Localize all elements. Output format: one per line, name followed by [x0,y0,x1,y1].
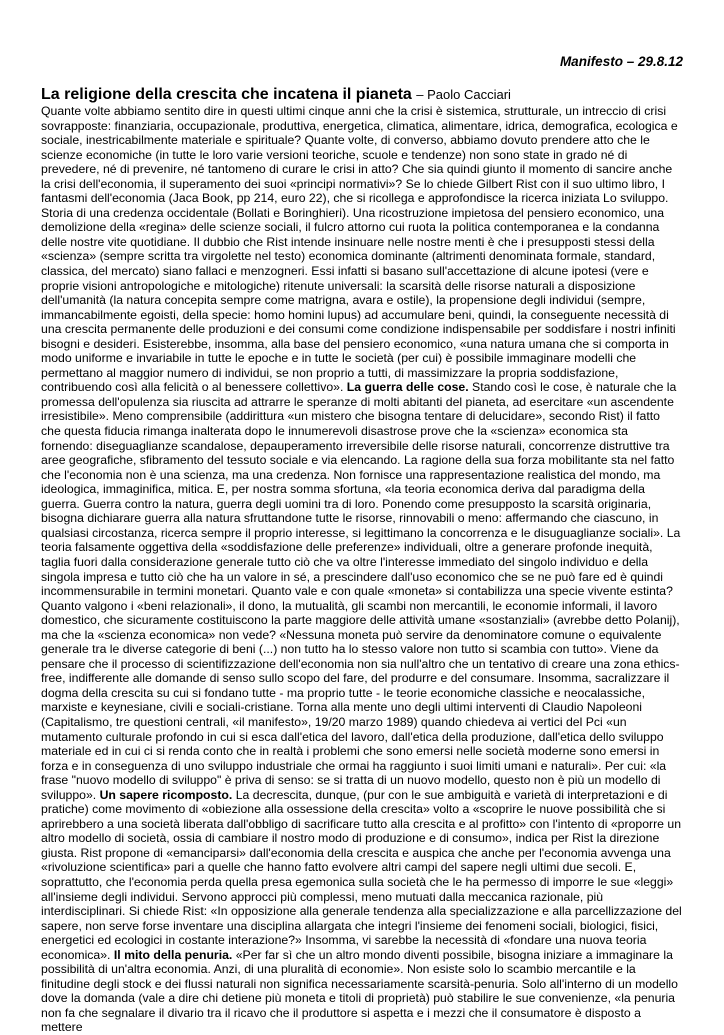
body-text-3: La decrescita, dunque, (pur con le sue ambiguità e varietà di interpretazioni e di pratiche) come movimento di «obiezione alla ossessione della crescita» volto a «scoprire le nuove possibilità che si aprirebbero a una società liberata dall'obbligo di sacrificare tutto alla crescita e al profitto» con l'intento di «proporre un altro modello di società, ossia di cambiare il nostro modo di produzione e di consumo», indica per Rist la direzione giusta. Rist propone di «emanciparsi» dall'economia della crescita e auspica che anche per l'economia avvenga una «rivoluzione scientifica» pari a quelle che hanno fatto evolvere altri campi del sapere negli ultimi due secoli. E, soprattutto, che l'economia perda quella presa egemonica sulla società che le ha permesso di imporre le sue «leggi» all'insieme degli individui. Servono approcci più complessi, meno mutuati dalla meccanica razionale, più interdisciplinari. Si chiede Rist: «In opposizione alla generale tendenza alla specializzazione e alla parcellizzazione del sapere, non serve forse inventare una disciplina allargata che integri l'insieme dei fenomeni sociali, biologici, fisici, energetici ed ecologici in costante interazione?» Insomma, vi sarebbe la necessità di «fondare una nuova teoria economica». [41,787,682,962]
article-body [41,104,683,1035]
body-text-1: Quante volte abbiamo sentito dire in questi ultimi cinque anni che la crisi è sistemica, strutturale, un intreccio di crisi sovrapposte: finanziaria, occupazionale, produttiva, energetica, climatica, alimentare, idrica, demografica, ecologica e sociale, inestricabilmente materiale e spirituale? Quante volte, di converso, abbiamo dovuto prendere atto che le scienze economiche (in tutte le loro varie versioni teoriche, scuole e tendenze) non sono state in grado né di prevedere, né di prevenire, né tantomeno di curare le crisi in atto? Che sia quindi giunto il momento di sancire anche la crisi dell'economia, il superamento dei suoi «principi normativi»? Se lo chiede Gilbert Rist con il suo ultimo libro, I fantasmi dell'economia (Jaca Book, pp 214, euro 22), che si ricollega e approfondisce la ricerca iniziata Lo sviluppo. Storia di una credenza occidentale (Bollati e Boringhieri). Una ricostruzione impietosa del pensiero economico, una demolizione della «regina» delle scienze sociali, il fulcro attorno cui ruota la politica contemporanea e la condanna delle nostre vite quotidiane. Il dubbio che Rist intende insinuare nelle nostre menti è che i presupposti stessi della «scienza» (sempre scritta tra virgolette nel testo) economica dominante (altrimenti denominata formale, standard, classica, del mercato) siano fallaci e menzogneri. Essi infatti si basano sull'accettazione di alcune ipotesi (vere e proprie visioni antropologiche e mitologiche) ritenute universali: la scarsità delle risorse naturali a disposizione dell'umanità (la natura concepita sempre come matrigna, avara e ostile), la propensione degli individui (sempre, immancabilmente egoisti, della specie: homo homini lupus) ad accumulare beni, quindi, la conseguente necessità di una crescita permanente delle produzioni e dei consumi come condizione indispensabile per soddisfare i nostri infiniti bisogni e desideri. Esisterebbe, insomma, alla base del pensiero economico, «una natura umana che si comporta in modo uniforme e invariabile in tutte le epoche e in tutte le società (per cui) è possibile immaginare modelli che permettano al maggior numero di individui, se non proprio a tutti, di massimizzare la propria soddisfazione, contribuendo così alla felicità o al benessere collettivo». [41,104,678,395]
article-title: La religione della crescita che incatena il pianeta [41,86,412,103]
section-heading-3: Il mito della penuria. [113,947,233,962]
section-heading-1: La guerra delle cose. [346,380,469,395]
source-label: Manifesto – 29.8.12 [559,54,683,69]
section-heading-2: Un sapere ricomposto. [99,787,233,802]
document-page [41,54,683,1035]
body-text-2: Stando così le cose, è naturale che la promessa dell'opulenza sia riuscita ad attrarre le speranze di molti abitanti del pianeta, ad esercitare «un ascendente irresistibile». Meno comprensibile (addirittura «un mistero che bisogna tentare di delucidare», secondo Rist) il fatto che questa fiducia rimanga inalterata dopo le innumerevoli disastrose prove che la «scienza» economica sta fornendo: diseguaglianze scandalose, depauperamento irreversibile delle risorse naturali, concorrenze distruttive tra aree geografiche, sfibramento del tessuto sociale e via elencando. La ragione della sua forza mobilitante sta nel fatto che l'economia non è una scienza, ma una credenza. Non fornisce una rappresentazione realistica del mondo, ma ideologica, immaginifica, mitica. E, per nostra somma sfortuna, «la teoria economica deriva dal paradigma della guerra. Guerra contro la natura, guerra degli uomini tra di loro. Ponendo come presupposto la scarsità originaria, bisogna dichiarare guerra alla natura sfruttandone tutte le risorse, rinnovabili o meno: affermando che ciascuno, in qualsiasi circostanza, ricerca sempre il proprio interesse, si legittimano la concorrenza e le disuguaglianze sociali». La teoria falsamente oggettiva della «soddisfazione delle preferenze» individuali, oltre a generare profonde inequità, taglia fuori dalla considerazione generale tutto ciò che va oltre l'interesse immediato del singolo individuo e della singola impresa e tutto ciò che ha un valore in sé, a prescindere dall'uso economico che se ne può fare ed è quindi incommensurabile in termini monetari. Quanto vale e con quale «moneta» si contabilizza una specie vivente estinta? Quanto valgono i «beni relazionali», il dono, la mutualità, gli scambi non mercantili, le economie informali, il lavoro domestico, che sicuramente costituiscono la parte maggiore delle attività umane «sostanziali» (avrebbe detto Polanij), ma che la «scienza economica» non vede? «Nessuna moneta può servire da denominatore comune o equivalente generale tra le diverse categorie di beni (...) non tutto ha lo stesso valore non tutto si scambia con tutto». Viene da pensare che il processo di scientifizzazione dell'economia non sia null'altro che un tentativo di creare una zona ethics-free, indifferente alle domande di senso sullo scopo del fare, del produrre e del consumare. Insomma, sacralizzare il dogma della crescita su cui si fondano tutte - ma proprio tutte - le teorie economiche classiche e neocalassiche, marxiste e keynesiane, civili e sociali-cristiane. Torna alla mente uno degli ultimi interventi di Claudio Napoleoni (Capitalismo, tre questioni centrali, «il manifesto», 19/20 marzo 1989) quando chiedeva ai vertici del Pci «un mutamento culturale profondo in cui si esca dall'etica del lavoro, dall'etica della produzione, dall'etica dello sviluppo materiale ed in cui ci si renda conto che in realtà i problemi che sono emersi nelle società moderne sono emersi in forza e in conseguenza di uno sviluppo industriale che ormai ha raggiunto i suoi limiti umani e naturali». Per cui: «la frase "nuovo modello di sviluppo" è priva di senso: se si tratta di un nuovo modello, questo non è più un modello di sviluppo». [41,380,681,802]
article-byline: – Paolo Cacciari [416,87,511,102]
body-text-4: «Per far sì che un altro mondo diventi possibile, bisogna iniziare a immaginare la possibilità di un'altra economia. Anzi, di una pluralità di economie». Non esiste solo lo scambio mercantile e la finitudine degli stock e dei flussi naturali non significa necessariamente scarsità-penuria. Solo all'interno di un modello dove la domanda (vale a dire chi detiene più moneta e titoli di proprietà) può stabilire le sue convenienze, «la penuria non fa che segnalare il divario tra il ricavo che il produttore si aspetta e i mezzi che il consumatore è disposto a mettere [41,947,678,1035]
title-line [41,86,683,104]
